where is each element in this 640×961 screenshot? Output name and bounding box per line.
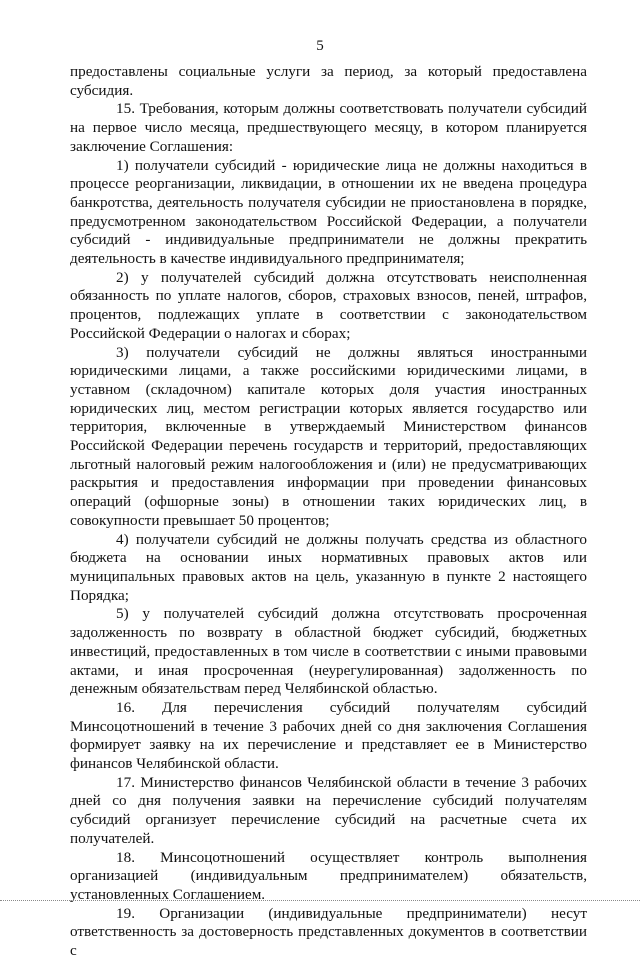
paragraph-clause-19: 19. Организации (индивидуальные предприниматели) несут ответственность за достоверность представленных документов в соответствии с (70, 904, 587, 960)
paragraph-clause-16: 16. Для перечисления субсидий получателям субсидий Минсоцотношений в течение 3 рабочих дней со дня заключения Соглашения формирует заявку на их перечисление и представляет ее в Министерство финансов Челябинской области. (70, 698, 587, 773)
page-number: 5 (316, 38, 324, 54)
paragraph-item-5: 5) у получателей субсидий должна отсутствовать просроченная задолженность по возврату в областной бюджет субсидий, бюджетных инвестиций, предоставленных в том числе в соответствии с иными правовыми актами, и иная просроченная (неурегулированная) задолженность по денежным обязательствам перед Челябинской областью. (70, 605, 587, 698)
paragraph-item-3: 3) получатели субсидий не должны являться иностранными юридическими лицами, а также российскими юридическими лицами, в уставном (складочном) капитале которых доля участия иностранных юридических лиц, местом регистрации которых является государство или территория, включенные в утверждаемый Министерством финансов Российской Федерации перечень государств и территорий, предоставляющих льготный налоговый режим налогообложения и (или) не предусматривающих раскрытия и предоставления информации при проведении финансовых операций (офшорные зоны) в отношении таких юридических лиц, в совокупности превышает 50 процентов; (70, 343, 587, 529)
paragraph-continuation: предоставлены социальные услуги за период, за который предоставлена субсидия. (70, 63, 587, 99)
paragraph-clause-17: 17. Министерство финансов Челябинской области в течение 3 рабочих дней со дня получения заявки на перечисление субсидий получателям субсидий организует перечисление субсидий на расчетные счета их получателей. (70, 773, 587, 847)
paragraph-item-1: 1) получатели субсидий - юридические лица не должны находиться в процессе реорганизации, ликвидации, в отношении их не введена процедура банкротства, деятельность получателя субсидии не приостановлена в порядке, предусмотренном законодательством Российской Федерации, а получатели субсидий - индивидуальные предприниматели не должны прекратить деятельность в качестве индивидуального предпринимателя; (70, 156, 587, 268)
paragraph-clause-18: 18. Минсоцотношений осуществляет контроль выполнения организацией (индивидуальным предпринимателем) обязательств, установленных Соглашением. (70, 848, 587, 903)
scan-bottom-edge (0, 900, 640, 901)
paragraph-item-4: 4) получатели субсидий не должны получать средства из областного бюджета на основании иных нормативных правовых актов или муниципальных правовых актов на цель, указанную в пункте 2 настоящего Порядка; (70, 530, 587, 604)
document-body (70, 63, 587, 961)
paragraph-item-2: 2) у получателей субсидий должна отсутствовать неисполненная обязанность по уплате налогов, сборов, страховых взносов, пеней, штрафов, процентов, подлежащих уплате в соответствии с законодательством Российской Федерации о налогах и сборах; (70, 268, 587, 342)
paragraph-clause-15: 15. Требования, которым должны соответствовать получатели субсидий на первое число месяца, предшествующего месяцу, в котором планируется заключение Соглашения: (70, 100, 587, 155)
